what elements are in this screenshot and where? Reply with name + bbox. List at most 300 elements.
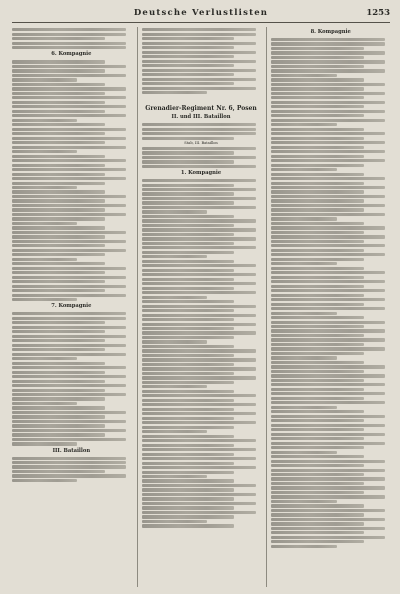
text-line [12,168,126,171]
text-line [142,33,256,36]
text-line [142,390,235,393]
text-line [271,495,385,498]
text-line [142,128,256,131]
text-line [271,491,364,494]
text-line [271,406,336,409]
text-line [12,420,126,423]
text-line [142,132,256,135]
text-line [142,372,235,375]
text-line [12,415,105,418]
text-line [12,442,77,445]
text-line [271,545,336,548]
text-line [142,278,235,281]
text-line [271,217,336,220]
text-line [271,482,364,485]
text-line [142,435,235,438]
text-line [142,462,235,465]
page-number: 1253 [366,8,390,18]
text-line [271,383,385,386]
text-line [142,309,235,312]
text-line [142,305,256,308]
text-line [142,188,256,191]
text-line [271,137,364,140]
text-line [142,340,207,343]
text-line [12,146,126,149]
text-line [271,110,385,113]
text-line [12,69,105,72]
text-line [142,506,235,509]
text-line [12,33,126,36]
text-line [142,408,235,411]
text-line [142,264,256,267]
text-line [12,317,126,320]
text-line [12,298,77,301]
text-line [142,147,256,150]
text-line [12,433,105,436]
text-line [271,500,336,503]
text-line [12,249,126,252]
text-line [12,199,105,202]
text-line [12,457,126,460]
text-line [12,141,105,144]
text-line [12,285,126,288]
text-line [271,321,385,324]
text-line [12,222,77,225]
text-line [271,347,385,350]
text-line [142,421,256,424]
text-line [12,389,105,392]
text-line [12,479,77,482]
text-line [142,69,256,72]
text-line [12,150,77,153]
text-line [12,226,105,229]
text-line [142,269,235,272]
text-line [271,195,385,198]
text-line [271,159,385,162]
text-line [12,330,105,333]
text-line [271,87,364,90]
text-line [271,540,364,543]
text-line [142,475,207,478]
text-line [271,182,364,185]
text-line [142,137,235,140]
text-line [142,179,256,182]
text-line [271,101,385,104]
text-line [12,240,126,243]
text-line [142,37,235,40]
text-line [271,303,364,306]
text-line [12,195,126,198]
text-line [142,51,256,54]
text-line [142,197,256,200]
text-line [271,365,385,368]
text-line [12,470,105,473]
text-line [142,515,235,518]
text-line [271,114,364,117]
text-line [12,110,105,113]
text-line [271,146,364,149]
text-line [142,228,256,231]
text-line [12,132,105,135]
text-line [271,267,364,270]
text-line [271,204,385,207]
text-line [271,486,385,489]
text-line [271,424,385,427]
text-line [12,253,105,256]
column-2 [137,27,261,587]
text-line [271,285,364,288]
text-line [12,371,105,374]
text-line [12,362,105,365]
text-line [271,253,385,256]
text-line [271,527,385,530]
text-line [271,531,364,534]
text-line [271,397,364,400]
text-line [142,358,256,361]
text-line [12,280,105,283]
text-line [271,164,364,167]
text-line [271,141,385,144]
text-line [271,173,364,176]
text-line [12,375,126,378]
text-line [271,276,364,279]
text-line [142,323,256,326]
text-line [12,393,126,396]
text-line [142,394,256,397]
text-line [271,392,385,395]
text-line [142,385,207,388]
text-line [12,429,126,432]
text-line [271,92,385,95]
text-line [271,60,385,63]
text-line [142,520,207,523]
text-line [271,74,336,77]
text-line [271,460,385,463]
text-line [271,132,385,135]
text-line [271,415,385,418]
text-line [12,312,126,315]
text-line [12,186,77,189]
text-line [271,446,364,449]
text-line [12,119,77,122]
text-line [12,177,126,180]
text-line [142,493,256,496]
text-line [12,402,77,405]
text-line [271,504,364,507]
text-line [271,442,385,445]
text-line [271,186,385,189]
regiment-note: Stab, III. Bataillon [184,141,218,145]
column-3 [266,27,390,587]
text-line [271,69,385,72]
text-line [12,42,126,45]
text-line [12,92,105,95]
text-line [142,412,256,415]
text-line [142,233,235,236]
text-line [271,271,385,274]
text-line [271,96,364,99]
text-line [271,477,385,480]
text-line [142,82,235,85]
text-line [12,348,105,351]
text-line [142,42,256,45]
text-line [271,294,364,297]
text-line [271,401,385,404]
text-line [142,479,235,482]
text-line [12,262,105,265]
text-line [271,410,364,413]
text-line [271,177,385,180]
text-line [142,210,207,213]
section-heading: 6. Kompagnie [51,51,92,58]
text-line [142,488,235,491]
text-line [271,258,364,261]
text-line [12,380,105,383]
text-line [271,356,336,359]
text-line [142,466,256,469]
text-line [12,204,126,207]
text-line [12,105,126,108]
text-line [271,352,364,355]
text-line [142,331,256,334]
text-line [271,168,336,171]
text-line [142,224,235,227]
text-line [142,246,256,249]
text-line [142,184,235,187]
text-line [271,65,364,68]
text-line [271,469,385,472]
text-line [271,38,385,41]
text-line [12,411,126,414]
text-line [142,201,235,204]
text-line [12,344,126,347]
text-line [271,105,364,108]
text-line [12,37,105,40]
text-line [12,164,105,167]
text-line [271,47,364,50]
text-line [142,55,235,58]
header-title: Deutsche Verlustlisten [133,8,269,18]
text-line [142,156,256,159]
text-line [142,444,235,447]
text-line [12,190,105,193]
text-line [142,282,256,285]
text-line [271,433,385,436]
text-line [271,222,364,225]
text-line [271,473,364,476]
text-line [142,219,256,222]
text-line [142,497,235,500]
text-line [271,325,364,328]
text-line [12,60,105,63]
text-line [142,123,256,126]
text-line [12,123,105,126]
text-line [271,78,364,81]
text-line [12,173,105,176]
text-line [142,46,235,49]
text-line [142,318,235,321]
section-heading: 1. Kompagnie [180,170,222,177]
text-line [142,300,235,303]
text-line [12,474,126,477]
text-line [12,276,126,279]
text-line [271,83,385,86]
text-line [142,251,235,254]
text-line [12,357,77,360]
text-line [271,128,364,131]
text-line [142,524,235,527]
text-line [271,419,364,422]
text-line [12,65,126,68]
regiment-subheading: II. und III. Bataillon [171,114,231,121]
text-line [12,267,126,270]
text-line [142,60,256,63]
text-line [12,87,126,90]
text-line [142,260,235,263]
text-columns [12,27,390,587]
text-line [142,255,207,258]
text-line [12,182,105,185]
text-line [271,307,385,310]
text-line [271,361,364,364]
text-line [142,78,256,81]
text-line [271,231,364,234]
text-line [12,366,126,369]
text-line [12,465,126,468]
column-1 [12,27,131,587]
page-header [12,8,390,23]
text-line [12,159,126,162]
text-line [271,199,364,202]
text-line [142,426,235,429]
text-line [12,208,105,211]
text-line [271,240,364,243]
text-line [12,294,126,297]
text-line [142,417,235,420]
text-line [12,397,105,400]
text-line [271,262,336,265]
text-line [12,384,126,387]
text-line [142,327,235,330]
text-line [142,381,235,384]
text-line [142,399,235,402]
text-line [12,335,126,338]
text-line [271,190,364,193]
section-heading: 7. Kompagnie [51,303,92,310]
text-line [271,374,385,377]
text-line [12,438,126,441]
text-line [271,338,385,341]
text-line [271,150,385,153]
text-line [271,208,364,211]
text-line [271,312,336,315]
text-line [12,353,126,356]
text-line [142,376,256,379]
text-line [142,484,256,487]
text-line [271,244,385,247]
text-line [142,502,256,505]
text-line [142,354,235,357]
text-line [12,155,105,158]
text-line [271,518,385,521]
text-line [12,28,126,31]
text-line [142,403,256,406]
text-line [142,336,235,339]
text-line [12,271,105,274]
text-line [142,439,256,442]
text-line [271,343,364,346]
text-line [271,249,364,252]
text-line [142,314,256,317]
text-line [271,428,364,431]
text-line [271,155,364,158]
text-line [142,457,256,460]
text-line [12,83,105,86]
text-line [142,242,235,245]
text-line [271,213,385,216]
text-line [142,91,207,94]
regiment-heading: Grenadier-Regiment Nr. 6, Posen [145,104,257,112]
text-line [271,42,385,45]
text-line [271,451,336,454]
text-line [271,329,385,332]
text-line [12,289,105,292]
text-line [12,96,126,99]
text-line [271,370,364,373]
text-line [271,123,336,126]
text-line [12,128,126,131]
text-line [142,453,235,456]
text-line [142,87,256,90]
text-line [271,536,385,539]
text-line [271,464,364,467]
text-line [271,56,364,59]
text-line [142,296,207,299]
text-line [142,430,207,433]
text-line [271,522,364,525]
text-line [271,298,385,301]
text-line [12,461,126,464]
text-line [271,226,385,229]
text-line [12,46,126,49]
text-line [12,217,105,220]
text-line [142,237,256,240]
text-line [271,455,364,458]
text-line [142,73,235,76]
text-line [142,287,235,290]
text-line [271,509,385,512]
text-line [12,114,126,117]
text-line [12,406,105,409]
text-line [12,339,105,342]
text-line [12,74,126,77]
text-line [271,280,385,283]
text-line [142,64,235,67]
text-line [12,231,126,234]
text-line [12,101,105,104]
text-line [142,215,235,218]
text-line [12,424,105,427]
text-line [12,244,105,247]
text-line [142,345,235,348]
text-line [12,78,77,81]
text-line [142,28,256,31]
section-heading: III. Bataillon [52,447,91,454]
text-line [271,437,364,440]
section-heading: 8. Kompagnie [310,29,351,35]
text-line [271,334,364,337]
text-line [142,160,235,163]
